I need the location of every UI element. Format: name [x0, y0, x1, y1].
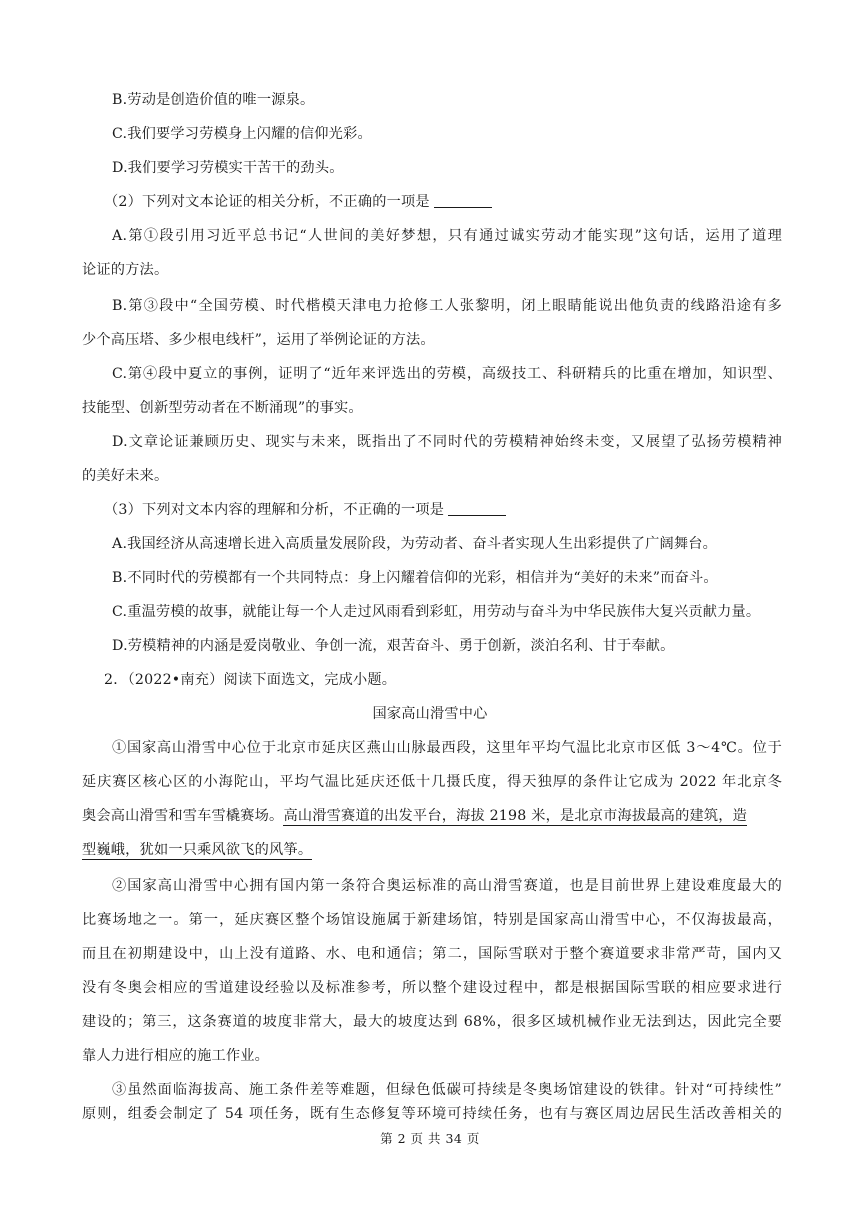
para2-line3: 而且在初期建设中，山上没有道路、水、电和通信；第二，国际雪联对于整个赛道要求非常严苛，国内又 [82, 946, 782, 962]
q2-option-b-line2: 少个高压塔、多少根电线杆”，运用了举例论证的方法。 [82, 332, 435, 348]
underlined-sentence-cont: 型巍峨，犹如一只乘风欲飞的风筝。 [82, 842, 313, 858]
para1-line3 [82, 806, 782, 826]
para3-line2: 原则，组委会制定了 54 项任务，既有生态修复等环境可持续任务，也有与赛区周边居民生活改善相关的 [82, 1106, 782, 1122]
q2-option-d-line2: 的美好未来。 [82, 468, 169, 484]
q2-option-d-line1: D.文章论证兼顾历史、现实与未来，既指出了不同时代的劳模精神始终未变，又展望了弘扬劳模精神 [112, 434, 782, 450]
q1-option-d: D.我们要学习劳模实干苦干的劲头。 [112, 160, 344, 176]
para1-line1: ①国家高山滑雪中心位于北京市延庆区燕山山脉最西段，这里年平均气温比北京市区低 3～4℃。位于 [112, 740, 782, 756]
q2-stem-text: （2）下列对文本论证的相关分析，不正确的一项是 [104, 194, 430, 210]
q2-option-c-line1: C.第④段中夏立的事例，证明了“近年来评选出的劳模，高级技工、科研精兵的比重在增加，知识型、 [112, 366, 782, 382]
para2-line1: ②国家高山滑雪中心拥有国内第一条符合奥运标准的高山滑雪赛道，也是目前世界上建设难度最大的 [112, 878, 782, 894]
page-footer: 第 2 页 共 34 页 [380, 1131, 480, 1146]
q2-option-c-line2: 技能型、创新型劳动者在不断涌现”的事实。 [82, 400, 363, 416]
para2-line2: 比赛场地之一。第一，延庆赛区整个场馆设施属于新建场馆，特别是国家高山滑雪中心，不仅海拔最高， [82, 912, 782, 928]
q2-option-b-line1: B.第③段中“全国劳模、时代楷模天津电力抢修工人张黎明，闭上眼睛能说出他负责的线路沿途有多 [112, 298, 782, 314]
q1-option-c: C.我们要学习劳模身上闪耀的信仰光彩。 [112, 126, 372, 142]
question-2-header: 2．（2022•南充）阅读下面选文，完成小题。 [104, 672, 397, 688]
answer-blank[interactable] [448, 501, 506, 516]
para1-line4 [82, 840, 782, 860]
answer-blank[interactable] [434, 193, 492, 208]
para2-line5: 建设的；第三，这条赛道的坡度非常大，最大的坡度达到 68%，很多区域机械作业无法到达，因此完全要 [82, 1014, 782, 1030]
q1-option-b: B.劳动是创造价值的唯一源泉。 [112, 92, 315, 108]
q3-option-c: C.重温劳模的故事，就能让每一个人走过风雨看到彩虹，用劳动与奋斗为中华民族伟大复兴贡献力量。 [112, 604, 761, 620]
q3-option-d: D.劳模精神的内涵是爱岗敬业、争创一流，艰苦奋斗、勇于创新，淡泊名利、甘于奉献。 [112, 638, 675, 654]
underlined-sentence: 高山滑雪赛道的出发平台，海拔 2198 米，是北京市海拔最高的建筑，造 [283, 808, 748, 824]
article-title: 国家高山滑雪中心 [372, 706, 488, 722]
para1-line3-plain: 奥会高山滑雪和雪车雪橇赛场。 [82, 808, 284, 824]
para2-line4: 没有冬奥会相应的雪道建设经验以及标准参考，所以整个建设过程中，都是根据国际雪联的相应要求进行 [82, 980, 782, 996]
q3-stem [104, 500, 804, 520]
q3-option-a: A.我国经济从高速增长进入高质量发展阶段，为劳动者、奋斗者实现人生出彩提供了广阔舞台。 [112, 536, 718, 552]
q2-stem [104, 192, 804, 212]
q2-option-a-line2: 论证的方法。 [82, 262, 169, 278]
q2-option-a-line1: A.第①段引用习近平总书记“人世间的美好梦想，只有通过诚实劳动才能实现”这句话，运用了道理 [112, 228, 782, 244]
para3-line1: ③虽然面临海拔高、施工条件差等难题，但绿色低碳可持续是冬奥场馆建设的铁律。针对“可持续性” [112, 1082, 782, 1098]
para1-line2: 延庆赛区核心区的小海陀山，平均气温比延庆还低十几摄氏度，得天独厚的条件让它成为 2022 年北京冬 [82, 774, 782, 790]
q3-option-b: B.不同时代的劳模都有一个共同特点：身上闪耀着信仰的光彩，相信并为“美好的未来”而奋斗。 [112, 570, 718, 586]
para2-line6: 靠人力进行相应的施工作业。 [82, 1048, 270, 1064]
q3-stem-text: （3）下列对文本内容的理解和分析，不正确的一项是 [104, 502, 445, 518]
